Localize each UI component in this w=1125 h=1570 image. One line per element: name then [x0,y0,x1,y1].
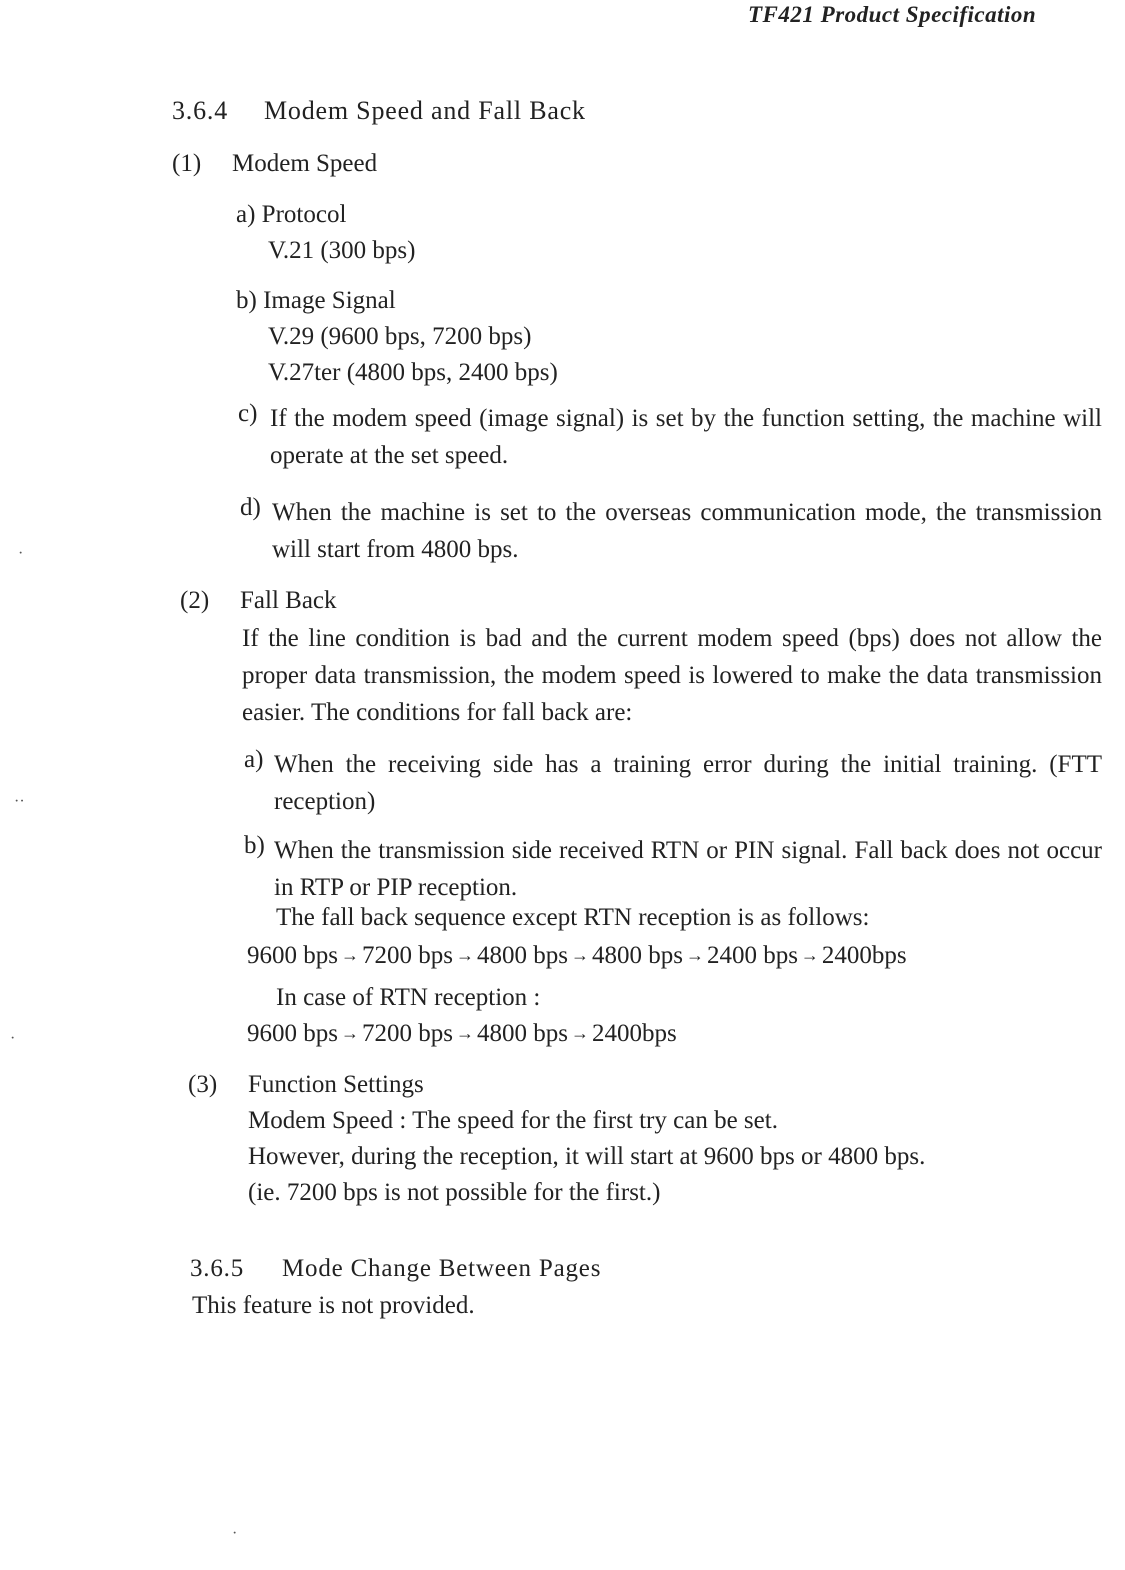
item-c-label: c) [238,400,258,427]
fall-back-item-b-label: b) [244,832,265,859]
section-number: 3.6.4 [172,96,228,125]
item-b-image-signal [236,287,396,315]
sequence-intro: The fall back sequence except RTN reception is as follows: [276,904,870,931]
sequence-step: 4800 bps [476,942,568,969]
section-heading-3-6-4 [172,96,586,126]
sequence-step: 9600 bps [247,1020,338,1047]
section-3-6-5-text: This feature is not provided. [192,1292,475,1319]
item-d-label: d) [240,494,261,521]
section-title: Modem Speed and Fall Back [264,96,586,125]
item-label: a) [236,201,256,228]
item-title: Protocol [261,201,347,228]
function-settings-line-3: (ie. 7200 bps is not possible for the first.) [248,1179,661,1206]
section-title: Mode Change Between Pages [282,1255,602,1282]
subsection-number: (1) [172,150,202,177]
item-title: Image Signal [263,287,396,314]
subsection-modem-speed [172,150,377,178]
image-signal-line-1: V.29 (9600 bps, 7200 bps) [268,323,532,350]
subsection-title: Modem Speed [232,150,378,177]
subsection-number: (3) [188,1071,218,1098]
sequence-step: 4800 bps [591,942,683,969]
rtn-sequence [247,1020,677,1048]
sequence-step: 2400bps [591,1020,677,1047]
arrow-right-icon: → [340,945,359,965]
fall-back-item-a-text: When the receiving side has a training error during the initial training. (FTT reception) [274,751,1102,815]
arrow-right-icon: → [455,945,474,965]
subsection-title: Fall Back [240,587,337,614]
fall-back-sequence [247,942,907,970]
sequence-step: 2400 bps [706,942,798,969]
section-number: 3.6.5 [190,1255,244,1282]
sequence-step: 7200 bps [361,942,453,969]
rtn-intro: In case of RTN reception : [276,984,541,1011]
arrow-right-icon: → [570,945,589,965]
arrow-right-icon: → [685,945,704,965]
subsection-function-settings [188,1071,424,1099]
arrow-right-icon: → [570,1023,589,1043]
function-settings-line-1: Modem Speed : The speed for the first try can be set. [248,1107,778,1134]
scan-speck: · [18,545,24,562]
running-header: TF421 Product Specification [748,2,1037,27]
arrow-right-icon: → [340,1023,359,1043]
item-d-text: When the machine is set to the overseas communication mode, the transmission will start from 4800 bps. [272,499,1102,563]
fall-back-intro: If the line condition is bad and the current modem speed (bps) does not allow the proper data transmission, the modem speed is lowered to make the data transmission easier. The conditions for fall back are: [242,625,1102,726]
sequence-step: 2400bps [821,942,907,969]
fall-back-item-b-text: When the transmission side received RTN or PIN signal. Fall back does not occur in RTP or PIP reception. [274,837,1102,901]
function-settings-line-2: However, during the reception, it will start at 9600 bps or 4800 bps. [248,1143,926,1170]
sequence-step: 4800 bps [476,1020,568,1047]
fall-back-item-a-label: a) [244,746,264,773]
sequence-step: 7200 bps [361,1020,453,1047]
scan-speck: · [232,1525,238,1542]
subsection-fall-back [180,587,337,615]
image-signal-line-2: V.27ter (4800 bps, 2400 bps) [268,359,558,386]
subsection-number: (2) [180,587,210,614]
item-c-text: If the modem speed (image signal) is set by the function setting, the machine will operate at the set speed. [270,405,1102,469]
scan-speck: · [10,1030,16,1047]
item-a-protocol [236,201,346,229]
item-label: b) [236,287,257,314]
scan-speck: ·· [14,793,25,810]
arrow-right-icon: → [455,1023,474,1043]
section-heading-3-6-5 [190,1255,601,1283]
arrow-right-icon: → [800,945,819,965]
sequence-step: 9600 bps [247,942,338,969]
subsection-title: Function Settings [248,1071,424,1098]
protocol-line: V.21 (300 bps) [268,237,416,264]
